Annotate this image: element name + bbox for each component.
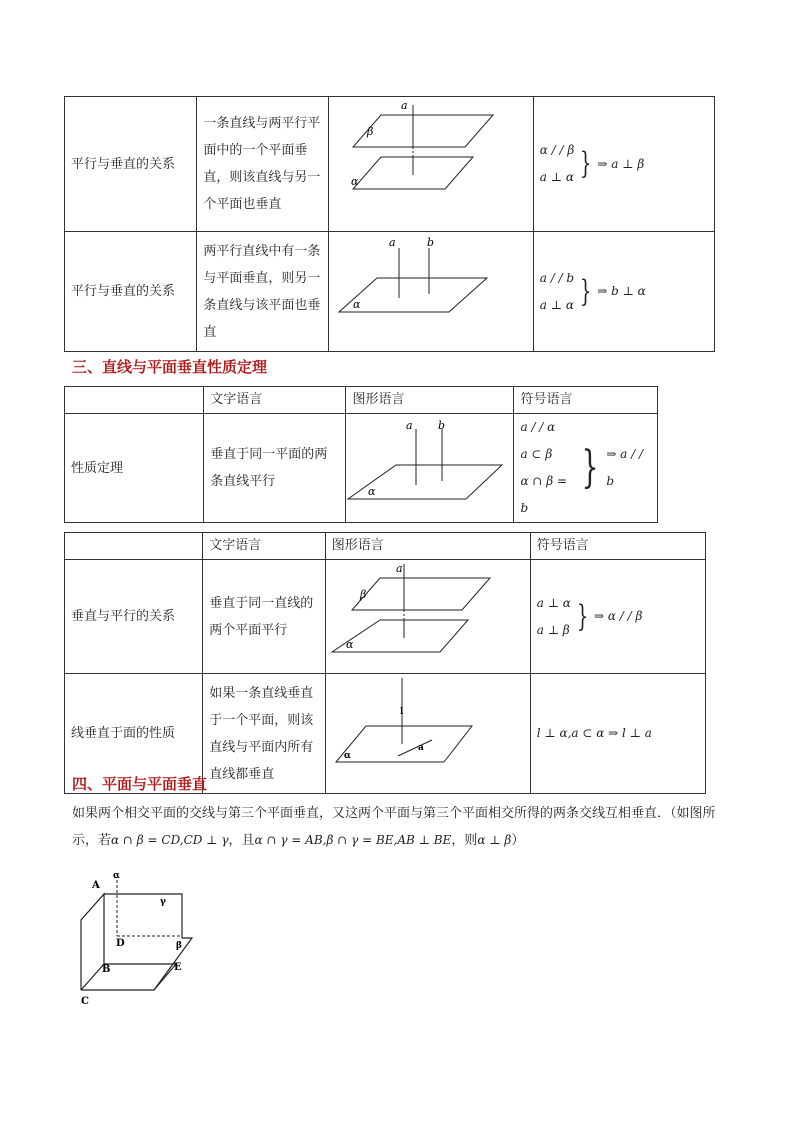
brace-icon: } xyxy=(576,598,589,634)
row-name: 线垂直于面的性质 xyxy=(65,674,203,794)
table-row xyxy=(65,414,658,523)
line-perpendicular-plane-figure xyxy=(326,674,530,783)
figure-cell xyxy=(328,97,533,232)
row-text: 一条直线与两平行平面中的一个平面垂直，则该直线与另一个平面也垂直 xyxy=(197,97,328,232)
symbol-cell: l ⊥ α,a ⊂ α ⇒ l ⊥ a xyxy=(530,674,705,794)
label-a: a xyxy=(395,562,403,575)
symbol-line: a ⊥ α xyxy=(539,297,574,312)
header-cell: 文字语言 xyxy=(203,533,325,560)
brace-icon: } xyxy=(581,442,599,493)
label-alpha: α xyxy=(368,484,376,498)
symbol-cell xyxy=(530,560,705,674)
row-name: 平行与垂直的关系 xyxy=(65,232,197,352)
symbol-line: a ⊥ α xyxy=(536,595,571,610)
symbol-line: α ∩ β = b xyxy=(520,474,568,515)
parallel-lines-plane-figure xyxy=(346,417,513,510)
table-perpendicular-parallel xyxy=(64,532,706,794)
header-cell: 符号语言 xyxy=(514,387,658,414)
label-beta: β xyxy=(366,125,374,138)
row-name: 性质定理 xyxy=(65,414,204,523)
table-header-row xyxy=(65,533,706,560)
label-gamma: γ xyxy=(160,897,166,907)
label-a: a xyxy=(417,743,424,753)
header-cell: 图形语言 xyxy=(346,387,514,414)
symbol-result: ⇒ α / / β xyxy=(594,609,643,623)
label-E: E xyxy=(174,962,182,973)
label-alpha: α xyxy=(345,638,354,651)
symbol-cell xyxy=(514,414,658,523)
symbol-line: a ⊂ β xyxy=(520,447,553,461)
symbol-line: a ⊥ α xyxy=(539,170,574,184)
label-b: b xyxy=(438,418,446,432)
symbol-result: ⇒ a ⊥ β xyxy=(597,156,645,171)
para-text: ） xyxy=(511,833,525,848)
label-a: a xyxy=(400,99,408,112)
symbol-line: a / / α xyxy=(520,420,556,434)
symbol-result: ⇒ b ⊥ α xyxy=(597,284,646,298)
paragraph xyxy=(72,800,732,854)
brace-icon: } xyxy=(580,146,592,181)
two-planes-perpendicular-line-figure xyxy=(329,97,533,221)
symbol-cell xyxy=(533,97,714,232)
table-row xyxy=(65,560,706,674)
label-alpha: α xyxy=(343,751,351,761)
row-text: 两平行直线中有一条与平面垂直，则另一条直线与该平面也垂直 xyxy=(197,232,328,352)
brace-icon: } xyxy=(579,273,592,309)
symbol-line: a ⊥ β xyxy=(536,622,570,637)
row-name: 平行与垂直的关系 xyxy=(65,97,197,232)
label-alpha: α xyxy=(113,871,120,881)
para-text: ，则 xyxy=(451,833,478,848)
label-alpha: α xyxy=(352,298,361,311)
two-planes-perpendicular-line-figure xyxy=(326,560,530,663)
symbol-line: a / / b xyxy=(539,270,575,285)
label-b: b xyxy=(426,236,434,249)
para-text: 如果两个相交平面的交线与第三个平面垂直，又这两个平面与第三个平面相交所得的两条交线互相垂直．（如图所示，若 xyxy=(72,806,716,848)
math-expression: α ⊥ β xyxy=(477,833,512,847)
header-cell xyxy=(65,533,203,560)
para-text: ，且 xyxy=(228,833,255,848)
table-parallel-perpendicular xyxy=(64,96,715,352)
table-row xyxy=(65,232,715,352)
row-text: 如果一条直线垂直于一个平面，则该直线与平面内所有直线都垂直 xyxy=(203,674,325,794)
table-property-theorem xyxy=(64,386,658,523)
row-text: 垂直于同一平面的两条直线平行 xyxy=(204,414,346,523)
header-cell: 文字语言 xyxy=(204,387,346,414)
figure-cell xyxy=(325,674,530,794)
math-expression: α ∩ γ = AB,β ∩ γ = BE,AB ⊥ BE xyxy=(254,833,452,847)
symbol-result: ⇒ a / / b xyxy=(606,447,644,488)
label-D: D xyxy=(116,938,125,949)
label-beta: β xyxy=(359,588,367,601)
label-beta: β xyxy=(176,941,182,951)
label-a: a xyxy=(406,418,414,432)
row-name: 垂直与平行的关系 xyxy=(65,560,203,674)
table-header-row xyxy=(65,387,658,414)
label-B: B xyxy=(102,964,111,975)
header-cell: 符号语言 xyxy=(530,533,705,560)
header-cell xyxy=(65,387,204,414)
row-text: 垂直于同一直线的两个平面平行 xyxy=(203,560,325,674)
figure-cell xyxy=(346,414,514,523)
label-A: A xyxy=(92,880,100,891)
parallel-lines-plane-figure xyxy=(329,232,533,341)
math-expression: α ∩ β = CD,CD ⊥ γ xyxy=(111,833,229,847)
label-l: l xyxy=(399,707,404,717)
section-title: 三、直线与平面垂直性质定理 xyxy=(72,358,268,376)
label-C: C xyxy=(81,996,89,1007)
section-title: 四、平面与平面垂直 xyxy=(72,775,208,793)
label-a: a xyxy=(388,236,396,249)
figure-cell xyxy=(325,560,530,674)
table-row xyxy=(65,97,715,232)
figure-cell xyxy=(328,232,533,352)
label-alpha: α xyxy=(350,175,359,188)
header-cell: 图形语言 xyxy=(325,533,530,560)
perpendicular-planes-figure xyxy=(72,862,202,1012)
symbol-cell xyxy=(533,232,714,352)
symbol-line: α / / β xyxy=(539,143,575,157)
